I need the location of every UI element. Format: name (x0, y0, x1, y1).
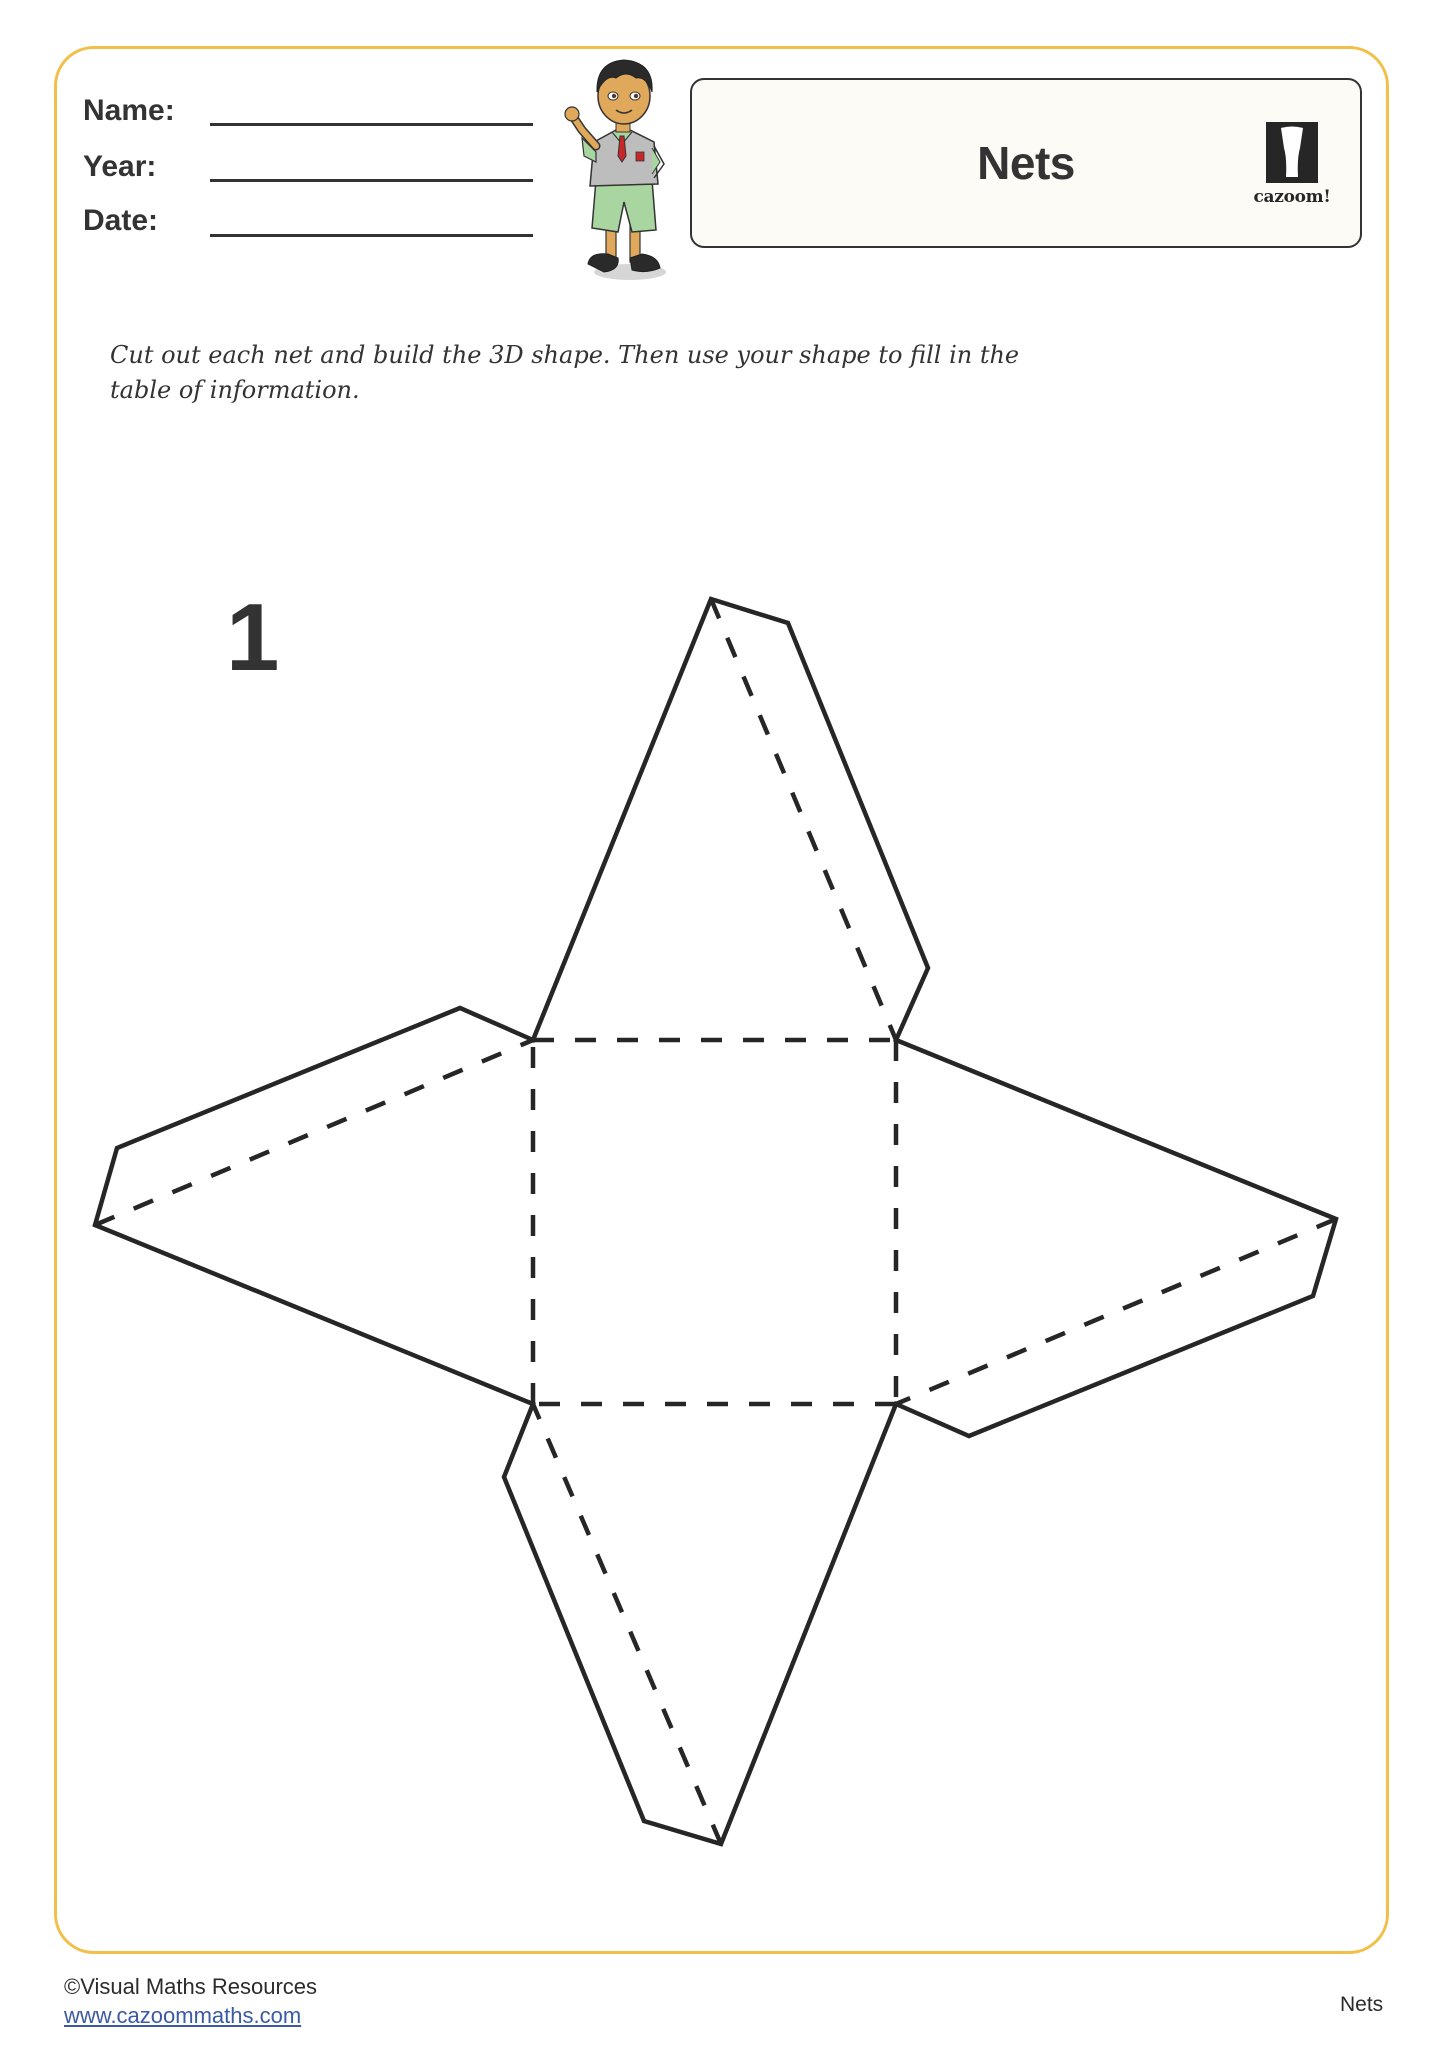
page-title: Nets (977, 137, 1075, 189)
footer-copyright: ©Visual Maths Resources (64, 1974, 318, 1999)
instructions-line-2: table of information. (110, 376, 360, 404)
djembe-drum-icon (1266, 122, 1318, 183)
name-field[interactable] (210, 123, 533, 126)
year-label: Year: (83, 150, 157, 183)
footer-website-link[interactable]: www.cazoommaths.com (64, 2003, 302, 2028)
logo-wordmark: cazoom! (1253, 187, 1331, 207)
title-box (690, 78, 1362, 248)
mascot-illustration (560, 52, 680, 284)
date-label: Date: (83, 204, 159, 237)
question-number: 1 (226, 584, 280, 691)
instructions (110, 338, 1110, 408)
name-label: Name: (83, 94, 175, 127)
date-field[interactable] (210, 234, 533, 237)
instructions-line-1: Cut out each net and build the 3D shape. Then use your shape to fill in the (110, 341, 1020, 369)
year-field[interactable] (210, 179, 533, 182)
page-border (54, 46, 1389, 1954)
cazoom-logo (1244, 122, 1340, 207)
footer-page-title: Nets (1340, 1993, 1384, 2016)
